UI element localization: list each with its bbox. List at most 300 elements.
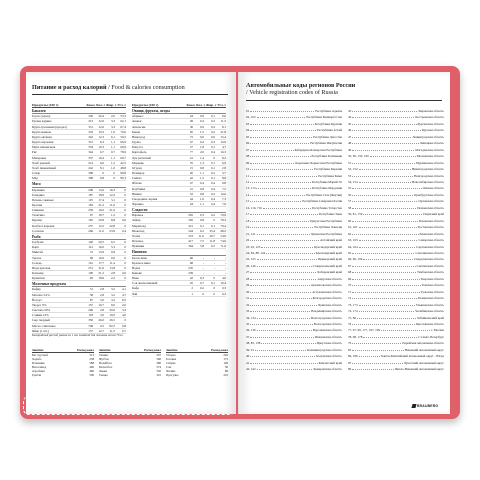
region-code: 36, 136: [246, 328, 256, 333]
leader-dots: [352, 148, 414, 151]
food-value: 523: [188, 233, 193, 238]
leader-dots: [359, 245, 416, 248]
activity-kcal: 588: [89, 361, 94, 365]
food-value: 0,6: [211, 134, 215, 139]
food-value: 157: [88, 302, 93, 307]
food-value: 266: [88, 228, 93, 233]
food-value: 97: [89, 213, 93, 218]
food-value: 342: [88, 134, 93, 139]
food-value: 12,7: [98, 328, 104, 333]
food-name: Курица: [32, 218, 42, 223]
food-value: 78,9: [120, 150, 126, 155]
leader-dots: [250, 335, 314, 338]
food-table-rows: [32, 109, 126, 334]
food-value: 21,6: [109, 208, 115, 213]
leader-dots: [352, 186, 421, 189]
activity-name: Футбол: [99, 357, 109, 361]
food-value: 4,6: [222, 276, 226, 281]
food-value: 1,3: [200, 160, 204, 165]
food-value: 0,2: [211, 191, 215, 196]
region-name: Ставропольский край: [312, 263, 342, 268]
food-name: Телятина: [32, 213, 45, 218]
region-code: 57: [348, 199, 352, 204]
food-value: 8,1: [100, 165, 104, 170]
food-name: Коньяк: [132, 271, 142, 275]
region-row: [348, 366, 444, 372]
food-name: Ананас: [132, 119, 142, 124]
food-value: -: [224, 271, 226, 275]
activity-group: [99, 348, 161, 377]
food-value: 112: [88, 245, 93, 250]
food-value: 0,5: [100, 323, 104, 328]
food-value: 20: [189, 171, 193, 176]
food-value: 206: [88, 308, 93, 313]
food-value: 44: [189, 201, 193, 206]
food-name: Крупа овсяная: [32, 134, 52, 139]
region-code: 07: [246, 147, 250, 152]
food-name: Сельдь: [32, 260, 42, 265]
food-name: Вишня: [132, 191, 142, 196]
region-name: Рязанская область: [419, 231, 444, 236]
food-table-column-2: [132, 103, 226, 297]
food-name: Минтай: [32, 250, 43, 255]
food-value: 10,4: [220, 281, 226, 286]
leader-dots: [250, 296, 311, 299]
food-value: 0: [113, 176, 115, 181]
food-value: 1,1: [111, 140, 115, 145]
food-value: 21,2: [98, 202, 104, 207]
left-page: [26, 72, 236, 414]
leader-dots: [250, 174, 317, 177]
region-code: 11: [246, 173, 250, 178]
logo-mark-icon: [411, 404, 416, 408]
food-value: 214: [88, 160, 93, 165]
activity-kcal: 140: [223, 361, 228, 365]
food-value: 334: [88, 145, 93, 150]
food-value: 44: [189, 196, 193, 201]
region-code: 78, 98, 178: [348, 334, 363, 339]
activity-header-kcal: Расход ккал: [77, 348, 94, 352]
food-value: 41: [189, 155, 193, 160]
activity-name: Бег трусцой: [32, 353, 48, 357]
food-value: 0,1: [211, 281, 215, 286]
region-code: 65: [348, 250, 352, 255]
food-value: 0,1: [211, 176, 215, 181]
food-value: 209: [88, 187, 93, 192]
food-value: 0,1: [211, 223, 215, 228]
activity-kcal: 550: [156, 369, 161, 373]
activity-kcal: 507: [156, 353, 161, 357]
food-value: 31,6: [98, 265, 104, 270]
food-value: 187: [88, 192, 93, 197]
region-name: Свердловская область: [414, 257, 444, 262]
food-value: -: [213, 265, 215, 270]
leader-dots: [250, 309, 310, 312]
leader-dots: [250, 122, 313, 125]
food-value: 0: [124, 197, 126, 202]
region-name: Чувашская Республика: [310, 231, 342, 236]
food-name: Макароны: [32, 155, 47, 160]
region-code: 64, 164: [348, 244, 358, 249]
region-name: Тюменская область: [417, 296, 444, 301]
food-value: 157: [88, 328, 93, 333]
header-protein: Бел. г: [196, 103, 206, 107]
food-value: 0: [124, 223, 126, 228]
leader-dots: [359, 180, 411, 183]
region-name: Республика Карелия: [314, 167, 342, 172]
region-column-right: [348, 108, 444, 373]
food-value: 161: [88, 260, 93, 265]
activity-row: [32, 373, 94, 377]
region-name: Воронежская область: [312, 328, 342, 333]
region-name: Костромская область: [415, 115, 444, 120]
food-value: 0,6: [122, 218, 126, 223]
region-name: Республика Саха (Якутия): [306, 192, 342, 197]
food-name: Кефир: [32, 287, 41, 292]
food-value: 42,5: [120, 160, 126, 165]
food-value: 6,6: [100, 160, 104, 165]
food-value: 0: [124, 245, 126, 250]
food-name: Сметана 20%: [32, 308, 51, 313]
leader-dots: [250, 277, 316, 280]
activity-kcal: 175: [223, 357, 228, 361]
region-name: Белгородская область: [312, 296, 342, 301]
leader-dots: [250, 290, 311, 293]
food-value: 9,0: [222, 114, 226, 119]
food-section-title: Мясо: [32, 182, 126, 187]
leader-dots: [352, 290, 420, 293]
table-row: [32, 176, 126, 181]
food-value: 54,0: [220, 233, 226, 238]
food-value: -: [224, 255, 226, 260]
food-value: -: [213, 255, 215, 260]
food-value: 1,0: [200, 196, 204, 201]
region-name: Ульяновская область: [415, 302, 444, 307]
region-name: Алтайский край: [320, 238, 342, 243]
food-value: 1,5: [200, 176, 204, 181]
food-value: 2: [191, 286, 193, 291]
region-name: Еврейская автономная область: [402, 341, 444, 346]
table-row: [132, 202, 226, 207]
right-page: [240, 72, 450, 414]
leader-dots: [250, 238, 319, 241]
food-value: 8,2: [222, 155, 226, 160]
leader-dots: [352, 206, 416, 209]
food-value: 0,4: [200, 181, 204, 186]
food-value: 20,8: [98, 218, 104, 223]
food-value: 42: [189, 276, 193, 281]
food-value: 0: [124, 187, 126, 192]
food-value: 35: [189, 160, 193, 165]
region-name: Республика Тыва: [318, 212, 342, 217]
region-name: Ростовская область: [417, 225, 444, 230]
food-value: 544: [188, 228, 193, 233]
region-code: 86, 186: [348, 354, 358, 359]
region-code: 79: [348, 341, 352, 346]
region-name: Магаданская область: [415, 147, 444, 152]
food-value: 6,5: [111, 240, 115, 245]
food-value: 1,0: [111, 129, 115, 134]
food-value: 125: [88, 197, 93, 202]
region-code: 83: [348, 347, 352, 352]
table-row: [132, 292, 226, 297]
leader-dots: [352, 251, 414, 254]
region-name: Республика Мордовия: [311, 186, 342, 191]
food-value: 2,0: [122, 271, 126, 275]
food-name: Свёкла: [132, 176, 142, 181]
activity-name: Теннис: [99, 353, 109, 357]
food-value: 0,2: [211, 213, 215, 218]
region-name: Амурская область: [317, 276, 342, 281]
food-name: Треска: [32, 255, 42, 260]
food-value: 0: [124, 208, 126, 213]
food-value: 59,5: [120, 134, 126, 139]
food-value: 251: [88, 265, 93, 270]
food-value: 11,5: [109, 328, 115, 333]
region-name: Республика Дагестан: [313, 134, 342, 139]
region-code: 55: [348, 186, 352, 191]
food-value: 0: [213, 276, 215, 281]
region-name: Республика Алтай: [317, 128, 342, 133]
region-name: Брянская область: [318, 302, 342, 307]
leader-dots: [257, 367, 313, 370]
food-value: -: [213, 260, 215, 265]
food-value: 48,8: [120, 165, 126, 170]
region-code: 50, 90, 150, 190: [348, 154, 369, 159]
title-rule: [32, 94, 228, 95]
food-value: 51: [89, 287, 93, 292]
region-code: 45: [348, 121, 352, 126]
food-value: 87: [89, 297, 93, 302]
table-row: [132, 244, 226, 249]
food-value: 0: [124, 318, 126, 323]
region-column-left: [246, 108, 342, 373]
leader-dots: [352, 367, 394, 370]
food-value: 0,2: [211, 119, 215, 124]
leader-dots: [257, 257, 317, 260]
region-code: 38, 85, 138: [246, 341, 261, 346]
food-value: 0,3: [211, 140, 215, 145]
food-value: 71,6: [220, 244, 226, 249]
food-value: 4,0: [122, 313, 126, 318]
logo-text: BRAUBERG: [417, 404, 439, 408]
food-name: Мармелад: [132, 223, 146, 228]
activity-name: Сон: [166, 365, 172, 369]
food-value: 1,1: [200, 201, 204, 206]
region-name: Омская область: [422, 186, 444, 191]
food-value: 0: [124, 250, 126, 255]
food-value: 2,2: [111, 276, 115, 281]
header-carbs: Угл. г: [217, 103, 226, 107]
region-code: 26, 126: [246, 263, 256, 268]
region-code: 05: [246, 134, 250, 139]
leader-dots: [250, 193, 305, 196]
region-code: 52, 152: [348, 167, 358, 172]
food-value: 0,1: [211, 160, 215, 165]
leader-dots: [257, 115, 306, 118]
food-value: 68: [189, 260, 193, 265]
food-name: Смородина черная: [132, 196, 158, 201]
left-title-bold: Питание и расход калорий: [32, 84, 107, 91]
food-value: 0: [102, 171, 104, 176]
region-name: Орловская область: [418, 199, 444, 204]
food-value: 118: [88, 313, 93, 318]
food-value: 0,4: [211, 186, 215, 191]
food-value: 11,8: [209, 239, 215, 244]
food-value: 0,3: [222, 291, 226, 296]
leader-dots: [359, 354, 380, 357]
food-value: 1,2: [111, 213, 115, 218]
right-page-title: [246, 82, 446, 96]
header-fat: Жир. г: [205, 103, 217, 107]
food-name: Черника: [132, 201, 144, 206]
food-name: Крупа перловая: [32, 140, 54, 145]
region-name: Чукотский автономный округ: [403, 360, 444, 365]
food-name: Печенье: [132, 239, 144, 244]
region-name: Новосибирская область: [411, 179, 444, 184]
food-name: Халва: [132, 233, 141, 238]
food-value: 8,8: [222, 176, 226, 181]
leader-dots: [250, 283, 310, 286]
region-code: 08: [246, 154, 250, 159]
food-value: 0,3: [200, 276, 204, 281]
region-name: Тверская область: [420, 276, 444, 281]
leader-dots: [363, 212, 422, 215]
food-value: 8,5: [122, 297, 126, 302]
food-value: 2,8: [100, 308, 104, 313]
activity-header-name: Занятие: [166, 348, 178, 352]
food-value: 26,0: [98, 318, 104, 323]
food-value: 0,2: [211, 129, 215, 134]
food-value: 16,7: [98, 302, 104, 307]
food-value: 41: [189, 186, 193, 191]
region-name: Калининградская область: [307, 347, 342, 352]
food-value: 3,7: [222, 171, 226, 176]
food-value: 0,4: [211, 181, 215, 186]
leader-dots: [359, 238, 418, 241]
food-table-header: [132, 103, 226, 108]
food-value: 0,8: [100, 176, 104, 181]
food-name: Варенье: [132, 213, 144, 218]
leader-dots: [250, 199, 301, 202]
leader-dots: [250, 225, 313, 228]
activity-name: Велосипед: [32, 365, 47, 369]
region-code: 34, 134: [246, 315, 256, 320]
food-value: 26,5: [109, 318, 115, 323]
food-name: Свинина: [32, 208, 44, 213]
food-value: 5,0: [100, 297, 104, 302]
food-value: 0: [113, 171, 115, 176]
food-name: Сливки 10%: [32, 313, 49, 318]
food-value: 58: [89, 292, 93, 297]
food-value: 183: [88, 202, 93, 207]
food-name: Горох (зерно): [32, 114, 51, 119]
food-value: 12,4: [109, 192, 115, 197]
leader-dots: [352, 128, 421, 131]
leader-dots: [250, 161, 294, 164]
food-name: Йогурт: [32, 297, 42, 302]
region-code: 49: [348, 147, 352, 152]
food-value: 42: [189, 176, 193, 181]
activity-kcal: 238: [89, 357, 94, 361]
food-value: -: [202, 271, 204, 275]
region-name: Нижегородская область: [411, 167, 444, 172]
activity-name: Стирка: [166, 361, 176, 365]
food-value: 0,1: [200, 223, 204, 228]
region-code: 47: [348, 134, 352, 139]
region-code: 01: [246, 109, 250, 113]
activity-kcal: 513: [89, 353, 94, 357]
food-value: 6,5: [211, 244, 215, 249]
food-value: 13,8: [109, 265, 115, 270]
region-code: 66, 96, 196: [348, 257, 363, 262]
food-value: 10,4: [98, 155, 104, 160]
food-value: 0,4: [122, 228, 126, 233]
region-name: Хабаровский край: [317, 270, 342, 275]
food-value: 1,8: [200, 145, 204, 150]
region-code: 06: [246, 141, 250, 146]
food-name: Кофе: [132, 286, 140, 291]
food-value: 0,3: [200, 213, 204, 218]
activity-name: Уборка: [166, 353, 176, 357]
activity-row: [166, 373, 228, 377]
food-name: Кролик: [32, 202, 43, 207]
activity-name: Баскетбол: [99, 365, 113, 369]
food-value: 47: [189, 181, 193, 186]
region-code: 30: [246, 289, 250, 294]
food-name: Гречка ядрица: [32, 119, 52, 124]
leader-dots: [250, 128, 316, 131]
region-name: Иркутская область: [316, 341, 342, 346]
food-value: 3,2: [111, 287, 115, 292]
food-value: 10,3: [98, 145, 104, 150]
activity-name: Танцы: [99, 373, 108, 377]
food-value: 308: [88, 176, 93, 181]
food-value: 0: [124, 276, 126, 281]
region-name: Камчатский край: [318, 360, 342, 365]
title-rule: [246, 100, 442, 101]
food-name: Банан: [132, 129, 141, 134]
food-name: Кальмар: [32, 271, 44, 275]
region-name: Пермский край: [423, 212, 444, 217]
region-name: Республика Коми: [318, 173, 342, 178]
food-name: Масло сливочное: [32, 323, 56, 328]
region-code: 87: [348, 360, 352, 365]
food-value: 62,1: [120, 119, 126, 124]
food-value: 8,1: [222, 124, 226, 129]
food-name: Сыр твердый: [32, 318, 50, 323]
region-code: 48: [348, 141, 352, 146]
leader-dots: [250, 180, 311, 183]
leader-dots: [256, 186, 310, 189]
food-value: 337: [88, 155, 93, 160]
food-name: Печень говяжья: [32, 197, 54, 202]
activity-note: Калорийный расход указан за 1 час занятий для человека весом 70 кг.: [32, 333, 124, 337]
food-value: 0,4: [200, 140, 204, 145]
leader-dots: [352, 322, 415, 325]
leader-dots: [250, 322, 313, 325]
header-kcal: Ккал.: [86, 103, 96, 107]
region-code: 32: [246, 302, 250, 307]
region-code: 14: [246, 192, 250, 197]
food-value: 27: [189, 145, 193, 150]
region-code: 51: [348, 160, 352, 165]
region-code: 12: [246, 179, 250, 184]
region-code: 53: [348, 173, 352, 178]
region-code: 39, 91: [246, 347, 254, 352]
food-value: 15,4: [220, 134, 226, 139]
left-title-rest: / Food & calories consumption: [106, 84, 185, 91]
